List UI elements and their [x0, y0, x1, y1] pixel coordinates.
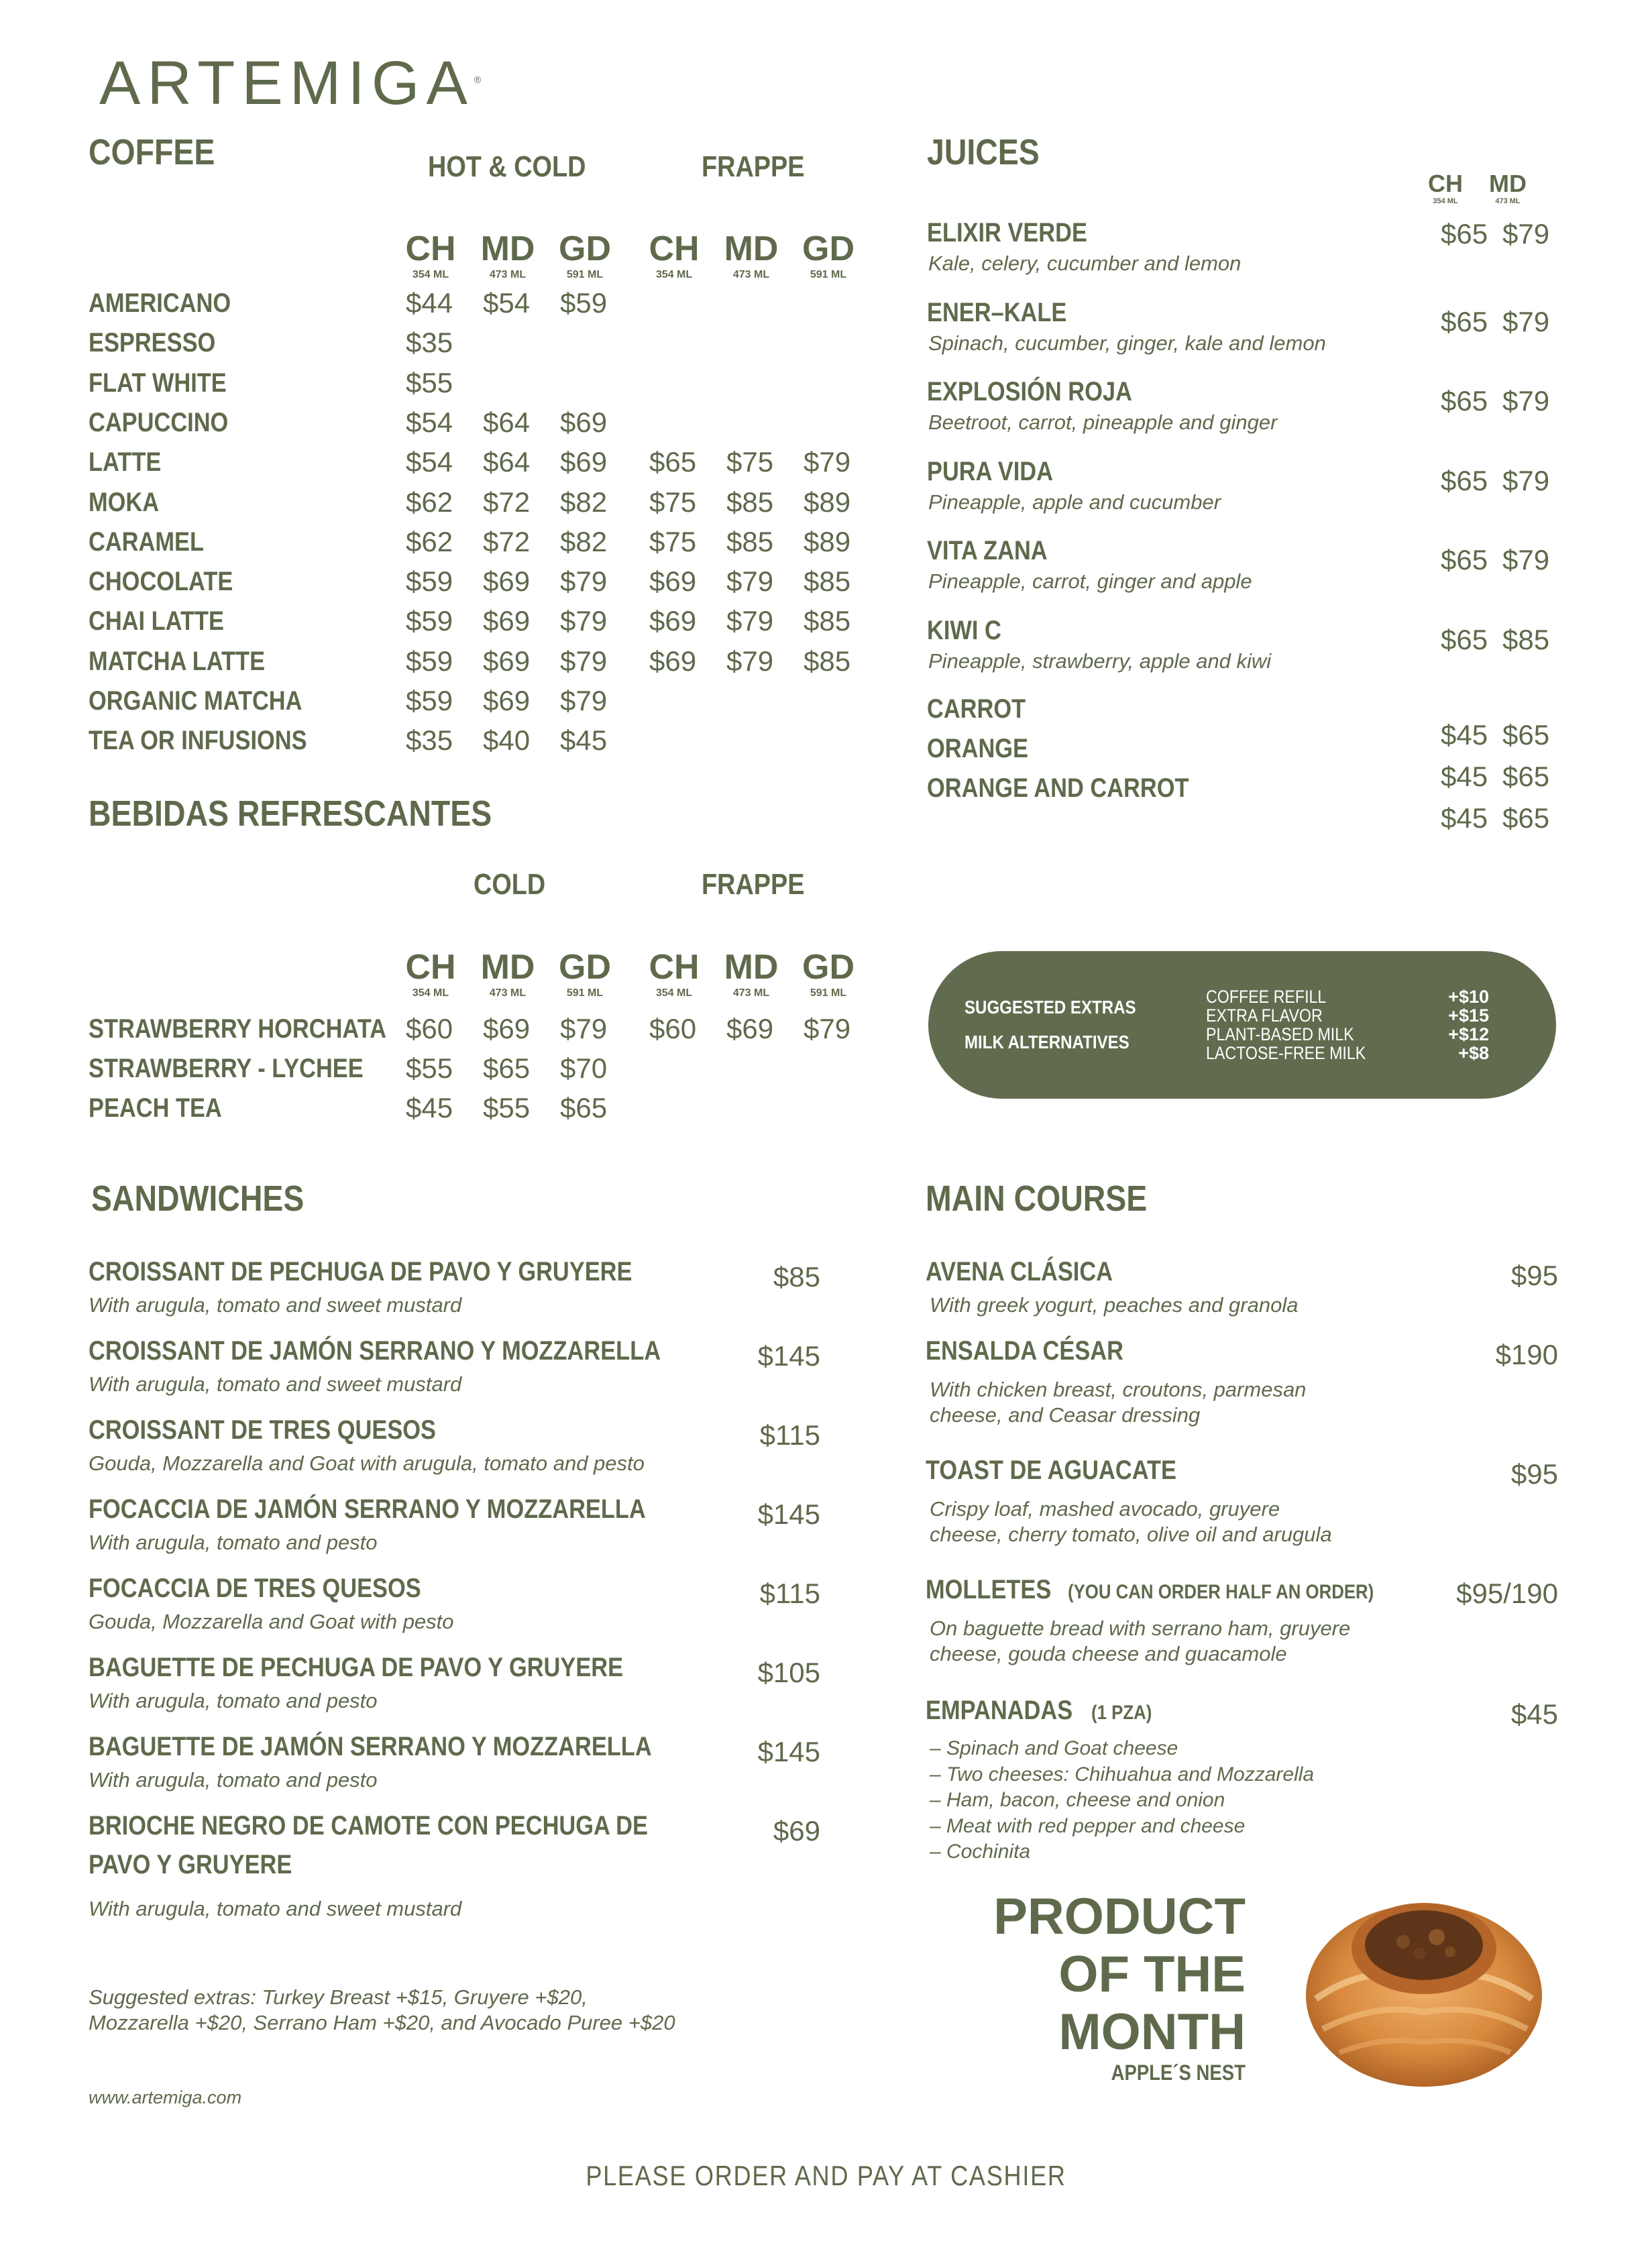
menu-item-name [89, 567, 256, 597]
item-price: $35 [406, 724, 453, 757]
juice-name [927, 616, 1013, 646]
juice-price-ch: $65 [1441, 544, 1488, 575]
item-price: $79 [560, 565, 608, 598]
size-code: MD [480, 229, 535, 268]
order-instructions: PLEASE ORDER AND PAY AT CASHIER [586, 2160, 1066, 2191]
juice-price-ch: $65 [1441, 623, 1488, 655]
empanada-option: – Cochinita [930, 1841, 1031, 1863]
juice-price-ch: $65 [1441, 385, 1488, 417]
main-course-price: $95 [1510, 1260, 1558, 1291]
main-course-description: On baguette bread with serrano ham, gruyere [930, 1616, 1351, 1640]
main-course-name [926, 1575, 1423, 1605]
juice-description: Kale, celery, cucumber and lemon [928, 252, 1242, 275]
extra-label: COFFEE REFILL [1206, 987, 1327, 1007]
main-course-price: $190 [1495, 1339, 1558, 1370]
extras-panel [928, 951, 1556, 1099]
sandwich-name [89, 1653, 710, 1683]
juice-name [927, 773, 1231, 804]
juice-label: CARROT [927, 694, 1026, 724]
extra-item-name [1206, 987, 1346, 1006]
item-price: $54 [406, 446, 453, 478]
juice-price-md: $79 [1502, 218, 1550, 250]
menu-item-name [89, 1014, 435, 1044]
main-course-label: TOAST DE AGUACATE [926, 1456, 1176, 1485]
extra-item-price: +$10 [1448, 987, 1489, 1007]
sandwich-label: CROISSANT DE PECHUGA DE PAVO Y GRUYERE [89, 1257, 632, 1286]
sandwich-description: With arugula, tomato and sweet mustard [89, 1293, 462, 1317]
empanada-option: – Meat with red pepper and cheese [930, 1814, 1246, 1837]
item-price: $69 [483, 685, 531, 716]
coffee-hot-cold-heading: HOT & COLD [428, 150, 586, 183]
size-code: CH [1428, 170, 1463, 197]
extra-item-name [1206, 1044, 1392, 1062]
potm-line-2: OF THE [1058, 1946, 1246, 2003]
item-price: $79 [726, 565, 774, 598]
juice-label: KIWI C [927, 615, 1001, 645]
item-price: $72 [483, 525, 531, 557]
product-of-month-heading [993, 1888, 1246, 2061]
size-volume: 354 ML [655, 269, 693, 280]
potm-product-name: APPLE´S NEST [1111, 2061, 1246, 2085]
juice-name [927, 734, 1045, 764]
size-volume: 591 ML [566, 269, 604, 280]
brand-logo [99, 48, 481, 119]
sandwich-label: BAGUETTE DE JAMÓN SERRANO Y MOZZARELLA [89, 1732, 652, 1761]
extra-label: LACTOSE-FREE MILK [1206, 1043, 1366, 1063]
item-label: CHAI LATTE [89, 606, 224, 637]
pastry-image [1303, 1885, 1545, 2091]
brand-name: ARTEMIGA [99, 49, 474, 117]
size-volume: 354 ML [412, 987, 449, 999]
item-price: $65 [483, 1052, 531, 1084]
item-price: $59 [406, 685, 453, 716]
main-course-name [926, 1257, 1143, 1287]
juice-description: Pineapple, carrot, ginger and apple [928, 569, 1252, 593]
sandwich-description: With arugula, tomato and sweet mustard [89, 1372, 462, 1396]
extra-item-price: +$12 [1448, 1024, 1489, 1044]
sandwich-name [89, 1415, 492, 1445]
juice-name [927, 536, 1067, 566]
coffee-size-header [548, 231, 622, 281]
sandwich-price: $69 [773, 1815, 820, 1847]
coffee-size-header [637, 231, 711, 281]
item-label: ESPRESSO [89, 328, 216, 358]
bebidas-size-header [471, 950, 545, 999]
main-course-name [926, 1336, 1156, 1366]
menu-item-name [89, 447, 173, 478]
item-label: ORGANIC MATCHA [89, 686, 302, 716]
coffee-size-header [394, 231, 467, 281]
empanadas-label: EMPANADAS [926, 1696, 1073, 1725]
item-label: CAPUCCINO [89, 407, 229, 437]
sandwich-label: CROISSANT DE JAMÓN SERRANO Y MOZZARELLA [89, 1336, 661, 1366]
empanadas-name [926, 1696, 1162, 1726]
size-volume: 591 ML [566, 987, 604, 999]
size-code: MD [724, 948, 779, 987]
coffee-size-header [791, 231, 865, 281]
sandwich-label: FOCACCIA DE TRES QUESOS [89, 1574, 421, 1603]
item-price: $35 [406, 327, 453, 359]
menu-item-name [89, 726, 343, 756]
menu-item-name [89, 488, 170, 518]
juice-price-md: $79 [1502, 464, 1550, 496]
sandwich-description: Gouda, Mozzarella and Goat with pesto [89, 1610, 454, 1633]
item-price: $82 [560, 525, 608, 557]
item-price: $89 [804, 486, 851, 518]
menu-item-name [89, 1093, 243, 1123]
sandwich-description: With arugula, tomato and pesto [89, 1689, 378, 1712]
menu-item-name [89, 328, 236, 358]
juice-description: Pineapple, apple and cucumber [928, 490, 1221, 514]
item-price: $69 [726, 1013, 774, 1044]
item-price: $65 [560, 1092, 608, 1123]
sandwich-name [89, 1811, 739, 1841]
size-code: CH [405, 229, 456, 268]
size-code: GD [802, 229, 855, 268]
sandwich-price: $85 [773, 1261, 820, 1293]
sandwich-label: BRIOCHE NEGRO DE CAMOTE CON PECHUGA DE [89, 1811, 648, 1841]
item-price: $69 [649, 565, 697, 598]
juice-description: Beetroot, carrot, pineapple and ginger [928, 410, 1278, 434]
sandwich-label: FOCACCIA DE JAMÓN SERRANO Y MOZZARELLA [89, 1494, 646, 1524]
main-course-description: With greek yogurt, peaches and granola [930, 1293, 1299, 1317]
juice-price-ch: $45 [1441, 802, 1488, 834]
empanada-option: – Spinach and Goat cheese [930, 1737, 1178, 1759]
item-price: $64 [483, 446, 531, 478]
sandwich-extras-note-1: Suggested extras: Turkey Breast +$15, Gruyere +$20, [89, 1985, 588, 2009]
sandwich-name [89, 1257, 720, 1287]
item-price: $59 [406, 645, 453, 677]
main-course-price: $95/190 [1456, 1578, 1558, 1609]
item-price: $44 [406, 287, 453, 319]
bebidas-size-header [714, 950, 788, 999]
juice-name [927, 457, 1074, 487]
juice-description: Pineapple, strawberry, apple and kiwi [928, 649, 1272, 673]
empanadas-note: (1 PZA) [1091, 1702, 1152, 1724]
juice-price-ch: $45 [1441, 761, 1488, 792]
sandwich-label: BAGUETTE DE PECHUGA DE PAVO Y GRUYERE [89, 1653, 624, 1682]
item-price: $69 [560, 446, 608, 478]
juice-price-ch: $45 [1441, 719, 1488, 751]
size-volume: 473 ML [732, 269, 770, 280]
size-volume: 354 ML [412, 269, 449, 280]
coffee-frappe-heading: FRAPPE [702, 150, 805, 183]
item-price: $69 [483, 605, 531, 637]
item-label: CARAMEL [89, 527, 204, 557]
bebidas-cold-heading: COLD [474, 868, 546, 901]
item-price: $72 [483, 486, 531, 518]
main-course-label: ENSALDA CÉSAR [926, 1336, 1123, 1366]
item-price: $60 [649, 1013, 697, 1044]
sandwiches-title: SANDWICHES [91, 1178, 305, 1219]
item-price: $62 [406, 525, 453, 557]
size-volume: 473 ML [732, 987, 770, 999]
size-volume: 591 ML [810, 269, 847, 280]
item-price: $45 [560, 724, 608, 757]
item-price: $45 [406, 1092, 453, 1123]
item-price: $79 [560, 1013, 608, 1044]
menu-item-name [89, 288, 254, 319]
item-label: CHOCOLATE [89, 567, 233, 597]
item-price: $64 [483, 406, 531, 438]
menu-item-name [89, 527, 223, 557]
item-label: STRAWBERRY - LYCHEE [89, 1054, 364, 1083]
juice-price-md: $79 [1502, 544, 1550, 575]
juice-description: Spinach, cucumber, ginger, kale and lemon [928, 331, 1326, 355]
item-price: $75 [649, 525, 697, 557]
item-price: $60 [406, 1013, 453, 1044]
main-course-description-2: cheese, gouda cheese and guacamole [930, 1642, 1287, 1665]
extra-item-name [1206, 1006, 1341, 1025]
main-course-price: $95 [1510, 1458, 1558, 1490]
extra-item-name [1206, 1025, 1378, 1044]
juice-price-ch: $65 [1441, 218, 1488, 250]
coffee-size-header [714, 231, 788, 281]
main-course-label: AVENA CLÁSICA [926, 1257, 1113, 1286]
juice-size-header [1478, 172, 1538, 205]
size-code: GD [559, 948, 611, 987]
item-price: $62 [406, 486, 453, 518]
item-price: $55 [406, 366, 453, 398]
potm-line-1: PRODUCT [993, 1888, 1246, 1945]
juice-price-ch: $65 [1441, 464, 1488, 496]
item-price: $79 [560, 605, 608, 637]
size-volume: 591 ML [810, 987, 847, 999]
juice-size-header [1415, 172, 1476, 205]
item-price: $79 [726, 605, 774, 637]
juice-label: VITA ZANA [927, 536, 1048, 565]
sandwich-description: With arugula, tomato and pesto [89, 1768, 378, 1792]
item-price: $79 [726, 645, 774, 677]
juice-name [927, 218, 1113, 248]
item-price: $55 [483, 1092, 531, 1123]
item-price: $59 [406, 565, 453, 598]
juice-price-md: $65 [1502, 719, 1550, 751]
sandwich-name [89, 1336, 754, 1366]
item-price: $54 [483, 287, 531, 319]
item-label: TEA OR INFUSIONS [89, 726, 307, 756]
item-price: $85 [804, 605, 851, 637]
size-volume: 473 ML [489, 987, 527, 999]
juice-price-ch: $65 [1441, 305, 1488, 337]
empanada-option: – Two cheeses: Chihuahua and Mozzarella [930, 1763, 1315, 1786]
item-price: $69 [649, 645, 697, 677]
item-price: $85 [726, 525, 774, 557]
item-price: $85 [804, 565, 851, 598]
menu-item-name [89, 606, 246, 637]
sandwich-name-line-2 [89, 1850, 325, 1880]
item-price: $75 [649, 486, 697, 518]
item-price: $59 [406, 605, 453, 637]
extra-item-price: +$8 [1458, 1043, 1489, 1063]
size-code: CH [405, 948, 456, 987]
juice-name [927, 694, 1042, 724]
bebidas-title: BEBIDAS REFRESCANTES [89, 793, 492, 834]
size-code: GD [802, 948, 855, 987]
juice-price-md: $65 [1502, 761, 1550, 792]
registered-mark: ® [474, 74, 482, 85]
empanada-option: – Ham, bacon, cheese and onion [930, 1789, 1225, 1811]
item-label: LATTE [89, 447, 162, 478]
bebidas-size-header [394, 950, 467, 999]
juice-label: ORANGE [927, 734, 1028, 763]
sandwich-description: With arugula, tomato and sweet mustard [89, 1897, 462, 1920]
juice-label: EXPLOSIÓN ROJA [927, 377, 1132, 406]
bebidas-size-header [548, 950, 622, 999]
juice-price-md: $65 [1502, 802, 1550, 834]
main-course-name [926, 1456, 1217, 1486]
size-volume: 354 ML [1433, 197, 1458, 205]
sandwich-extras-note-2: Mozzarella +$20, Serrano Ham +$20, and Avocado Puree +$20 [89, 2011, 675, 2034]
item-price: $79 [804, 446, 851, 478]
item-label: AMERICANO [89, 288, 231, 318]
juice-name [927, 298, 1089, 328]
item-price: $85 [726, 486, 774, 518]
main-course-note: (YOU CAN ORDER HALF AN ORDER) [1067, 1581, 1374, 1603]
size-code: MD [724, 229, 779, 268]
item-price: $89 [804, 525, 851, 557]
main-course-title: MAIN COURSE [926, 1178, 1148, 1219]
main-course-description: With chicken breast, croutons, parmesan [930, 1378, 1307, 1401]
juice-price-md: $79 [1502, 305, 1550, 337]
juice-label: ENER–KALE [927, 297, 1067, 327]
item-price: $40 [483, 724, 531, 757]
juice-label: ELIXIR VERDE [927, 218, 1087, 248]
juice-name [927, 377, 1166, 407]
extra-label: PLANT-BASED MILK [1206, 1024, 1354, 1044]
menu-item-name [89, 647, 294, 677]
coffee-title: COFFEE [89, 132, 215, 172]
extra-label: EXTRA FLAVOR [1206, 1005, 1323, 1026]
menu-item-name [89, 368, 249, 398]
bebidas-size-header [791, 950, 865, 999]
item-price: $55 [406, 1052, 453, 1084]
item-label: MATCHA LATTE [89, 646, 266, 676]
item-price: $69 [560, 406, 608, 438]
item-label: MOKA [89, 487, 160, 517]
item-label: FLAT WHITE [89, 368, 227, 398]
sandwich-price: $115 [759, 1419, 820, 1451]
bebidas-frappe-heading: FRAPPE [702, 868, 805, 901]
item-price: $65 [649, 446, 697, 478]
sandwich-label: PAVO Y GRUYERE [89, 1850, 292, 1879]
item-price: $79 [560, 645, 608, 677]
size-volume: 473 ML [1495, 197, 1521, 205]
potm-line-3: MONTH [1058, 2004, 1246, 2061]
menu-item-name [89, 1054, 408, 1084]
item-price: $69 [483, 565, 531, 598]
sandwich-price: $145 [757, 1498, 820, 1530]
item-price: $69 [483, 1013, 531, 1044]
main-course-description-2: cheese, cherry tomato, olive oil and arugula [930, 1523, 1332, 1546]
suggested-extras-label: SUGGESTED EXTRAS [965, 997, 1136, 1018]
main-course-label: MOLLETES [926, 1575, 1052, 1604]
milk-alternatives-label: MILK ALTERNATIVES [965, 1032, 1130, 1052]
sandwich-price: $105 [757, 1657, 820, 1688]
juices-title: JUICES [927, 132, 1040, 172]
sandwich-description: With arugula, tomato and pesto [89, 1531, 378, 1554]
size-code: GD [559, 229, 611, 268]
sandwich-price: $145 [757, 1736, 820, 1767]
size-volume: 473 ML [489, 269, 527, 280]
item-label: STRAWBERRY HORCHATA [89, 1014, 387, 1044]
sandwich-price: $145 [757, 1340, 820, 1372]
sandwich-name [89, 1732, 743, 1762]
item-label: PEACH TEA [89, 1093, 222, 1123]
juice-price-md: $79 [1502, 385, 1550, 417]
item-price: $59 [560, 287, 608, 319]
item-price: $69 [649, 605, 697, 637]
item-price: $70 [560, 1052, 608, 1084]
size-code: CH [649, 229, 700, 268]
juice-label: PURA VIDA [927, 456, 1053, 486]
item-price: $82 [560, 486, 608, 518]
sandwich-description: Gouda, Mozzarella and Goat with arugula, tomato and pesto [89, 1451, 645, 1475]
menu-item-name [89, 408, 251, 438]
size-code: MD [1489, 170, 1527, 197]
juice-price-md: $85 [1502, 623, 1550, 655]
size-code: CH [649, 948, 700, 987]
extra-item-price: +$15 [1448, 1005, 1489, 1026]
sandwich-label: CROISSANT DE TRES QUESOS [89, 1415, 436, 1445]
item-price: $79 [560, 685, 608, 716]
item-price: $54 [406, 406, 453, 438]
item-price: $75 [726, 446, 774, 478]
empanadas-price: $45 [1510, 1698, 1558, 1730]
size-code: MD [480, 948, 535, 987]
bebidas-size-header [637, 950, 711, 999]
sandwich-name [89, 1494, 736, 1525]
size-volume: 354 ML [655, 987, 693, 999]
main-course-description-2: cheese, and Ceasar dressing [930, 1403, 1201, 1427]
menu-item-name [89, 686, 337, 716]
juice-label: ORANGE AND CARROT [927, 773, 1189, 803]
sandwich-name [89, 1574, 475, 1604]
item-price: $85 [804, 645, 851, 677]
website-link[interactable]: www.artemiga.com [89, 2087, 242, 2107]
item-price: $79 [804, 1013, 851, 1044]
main-course-description: Crispy loaf, mashed avocado, gruyere [930, 1497, 1280, 1521]
item-price: $69 [483, 645, 531, 677]
coffee-size-header [471, 231, 545, 281]
sandwich-price: $115 [759, 1578, 820, 1609]
